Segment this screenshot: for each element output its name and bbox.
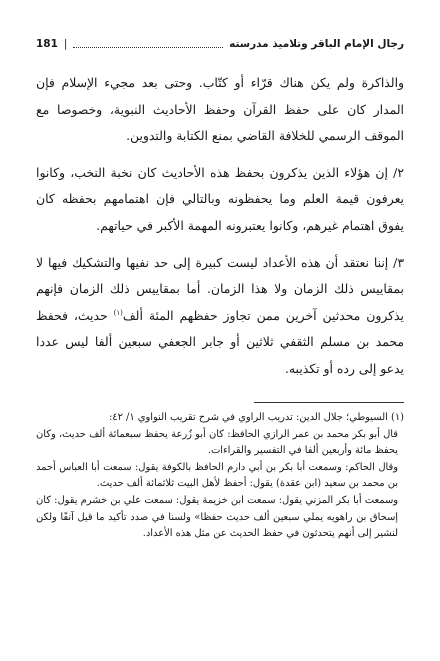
paragraph-1: والذاكرة ولم يكن هناك قرّاء أو كتّاب. وحتى بعد مجيء الإسلام فإن المدار كان على حفظ القرآن وحفظ الأحاديث النبوية، وخصوصا مع الموقف الرسمي للخلافة القاضي بمنع الكتابة والتدوين. [36,75,404,144]
main-text [36,70,404,383]
paragraph-3-part-1: ٣/ إننا نعتقد أن هذه الأعداد ليست كبيرة إلى حد نفيها والتشكيك فيها لا بمقاييس ذلك الزمان ولا هذا الزمان. أما بمقاييس ذلك الزمان فإنهم يذكرون محدثين آخرين ممن تجاوز حفظهم المئة ألف [36,254,405,323]
paragraph-3-part-2: حديث، فحفظ محمد بن مسلم الثقفي ثلاثين أو جابر الجعفي سبعين ألفا ليس عددا يدعو إلى رده أو تكذيبه. [36,307,404,376]
running-header [36,38,404,50]
footnote-1: (١) السيوطي؛ جلال الدين: تدريب الراوي في شرح تقريب النواوي ١/ ٤٢: [108,412,404,423]
footnote-divider [254,402,404,403]
header-separator: | [63,38,68,50]
footnote-1-quote-2: وقال الحاكم: وسمعت أبا بكر بن أبي دارم الحافظ بالكوفة يقول: سمعت أبا العباس أحمد بن محمد بن سعيد (ابن عقدة) يقول: أحفظ لأهل البيت ثلاثمائة ألف حديث. [36,462,398,490]
paragraph-3 [36,250,404,383]
leader-dots [73,47,223,48]
page-number: 181 [36,38,58,50]
footnote-reference[interactable]: (١) [113,308,123,317]
footnotes [36,410,404,543]
book-title: رجال الإمام الباقر وتلاميذ مدرسته [229,38,404,50]
footnote-1-quote-3: وسمعت أبا بكر المزني يقول: سمعت ابن خزيمة يقول: سمعت علي بن خشرم يقول: كان إسحاق بن راهويه يملي سبعين ألف حديث حفظا» ولسنا في صدد تأكيد ما قيل آنفًا ولكن لنشير إلى أنهم يتحدثون في حفظ الحديث عن مثل هذه الأعداد. [36,495,398,539]
footnote-1-quote-1: قال أبو بكر محمد بن عمر الرازي الحافظ: كان أبو زُرعة يحفظ سبعمائة ألف حديث، وكان يحفظ مائة وأربعين ألفا في التفسير والقراءات. [36,429,398,457]
paragraph-2: ٢/ إن هؤلاء الذين يذكرون بحفظ هذه الأحاديث كان نخبة النخب، وكانوا يعرفون قيمة العلم وما يحفظونه وبالتالي فإن اهتمامهم بحفظه كان يفوق اهتمام غيرهم، وكانوا يعتبرونه المهمة الأكبر في حياتهم. [36,164,404,233]
